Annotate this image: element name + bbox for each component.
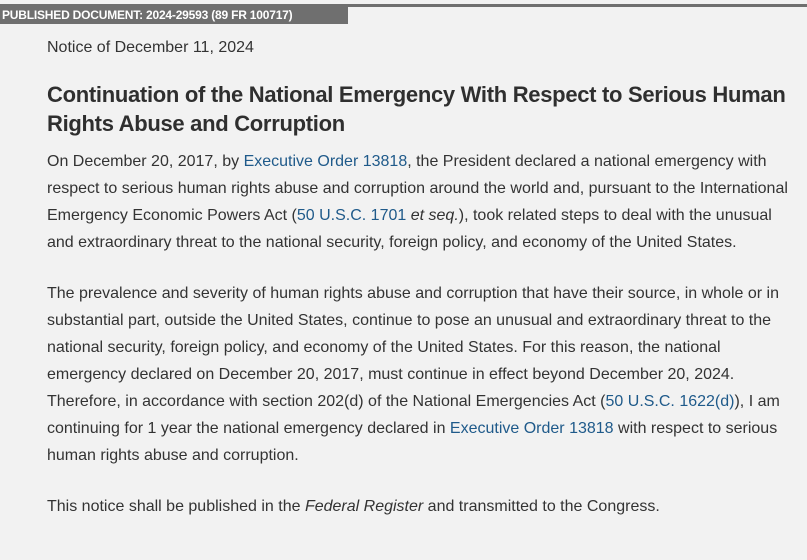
document-title: Continuation of the National Emergency With Respect to Serious Human Rights Abuse and Corruption <box>47 82 786 136</box>
federal-register-italic: Federal Register <box>304 498 424 515</box>
paragraph-2 <box>47 280 792 469</box>
paragraph-3-text-1: This notice shall be published in the <box>47 498 305 515</box>
published-document-banner: PUBLISHED DOCUMENT: 2024-29593 (89 FR 100717) <box>0 6 348 24</box>
et-seq-italic: et seq. <box>410 207 459 224</box>
executive-order-13818-link[interactable]: Executive Order 13818 <box>243 153 408 170</box>
paragraph-1 <box>47 148 792 256</box>
paragraph-1-text-2: , the President declared a national emergency with respect to serious human rights abuse and corruption around the world and, pursuant to the International Emergency Economic Powers Act ( <box>47 153 788 224</box>
document-body <box>47 36 792 520</box>
paragraph-2-text-3: with respect to serious human rights abuse and corruption. <box>47 420 778 464</box>
usc-1701-link[interactable]: 50 U.S.C. 1701 <box>296 207 407 224</box>
notice-date: Notice of December 11, 2024 <box>47 39 254 56</box>
paragraph-2-text-1: The prevalence and severity of human rights abuse and corruption that have their source, in whole or in substantial part, outside the United States, continue to pose an unusual and extraordinary threat to the national security, foreign policy, and economy of the United States. For this reason, the national emergency declared on December 20, 2017, must continue in effect beyond December 20, 2024. Therefore, in accordance with section 202(d) of the National Emergencies Act ( <box>47 285 779 410</box>
executive-order-13818-link-2[interactable]: Executive Order 13818 <box>449 420 614 437</box>
paragraph-3-text-2: and transmitted to the Congress. <box>423 498 660 515</box>
paragraph-3 <box>47 493 792 520</box>
paragraph-1-text-4: ), took related steps to deal with the unusual and extraordinary threat to the national security, foreign policy, and economy of the United States. <box>47 207 772 251</box>
paragraph-1-text-1: On December 20, 2017, by <box>47 153 244 170</box>
paragraph-2-text-2: ), I am continuing for 1 year the national emergency declared in <box>47 393 780 437</box>
usc-1622d-link[interactable]: 50 U.S.C. 1622(d) <box>605 393 735 410</box>
